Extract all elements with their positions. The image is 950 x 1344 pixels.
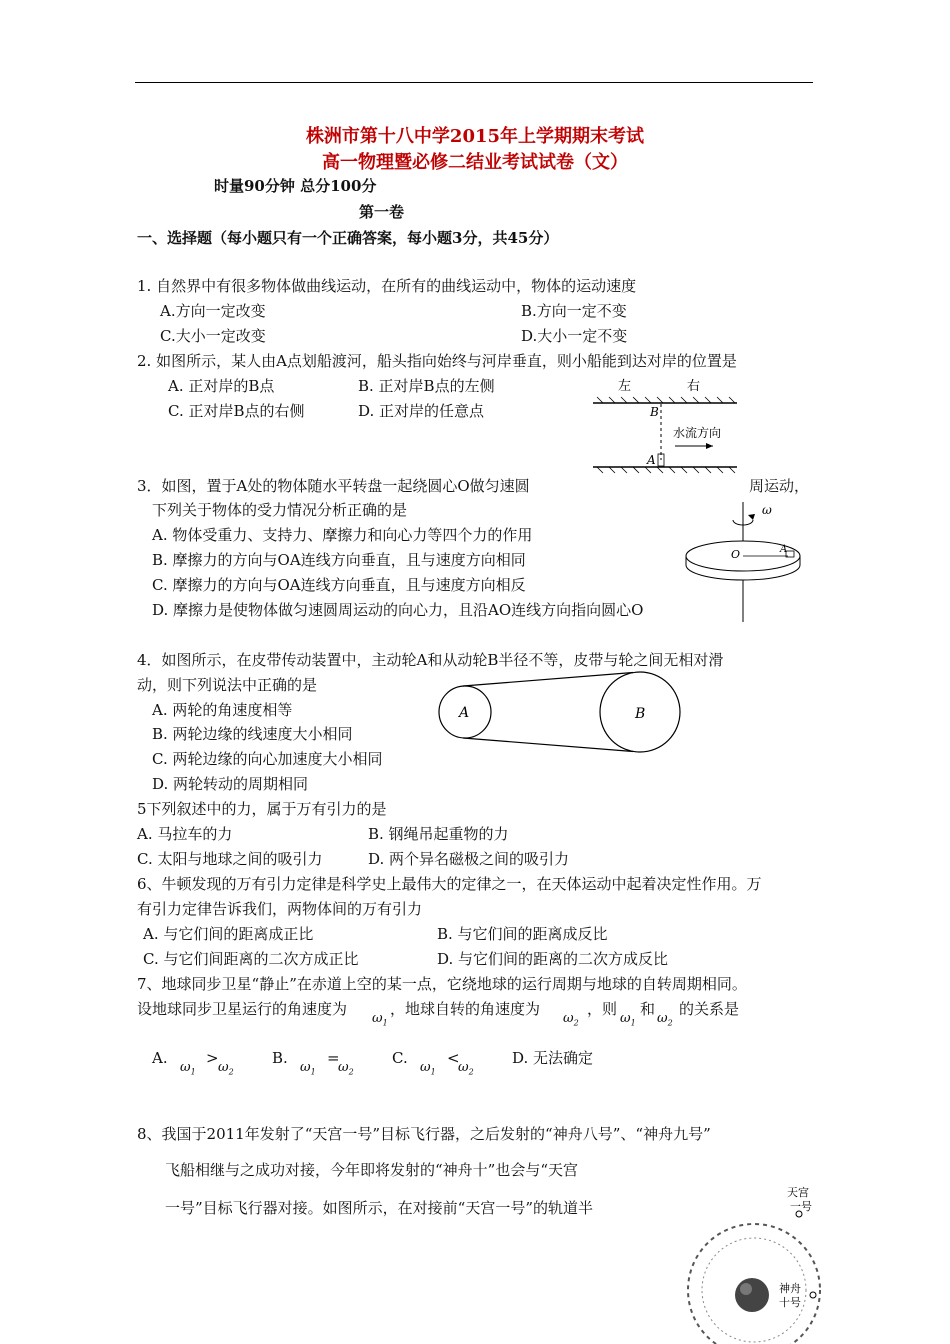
q7-line2-part1: 设地球同步卫星运行的角速度为 — [137, 1000, 348, 1018]
q8-stem-line2: 飞船相继与之成功对接，今年即将发射的“神舟十”也会与“天宫 — [165, 1161, 579, 1179]
q2-stem: 2. 如图所示，某人由A点划船渡河，船头指向始终与河岸垂直，则小船能到达对岸的位置是 — [137, 352, 737, 370]
q8-stem: 8、我国于2011年发射了“天宫一号”目标飞行器，之后发射的“神舟八号”、“神舟九号” — [137, 1125, 711, 1143]
omega2-symbol-2: $\omega_2$ — [657, 1011, 673, 1028]
q3-stem-tail: 周运动， — [749, 477, 810, 495]
q5-stem: 5下列叙述中的力，属于万有引力的是 — [137, 800, 387, 818]
tiangong-label-1: 天宫 — [787, 1186, 809, 1199]
q3-option-d: D. 摩擦力是使物体做匀速圆周运动的向心力，且沿AO连线方向指向圆心O — [152, 601, 644, 619]
turntable-figure — [680, 500, 810, 625]
q4-option-b: B. 两轮边缘的线速度大小相同 — [152, 725, 353, 743]
q7-line2-part3: ，则 — [587, 1000, 618, 1018]
q1-option-b: B.方向一定不变 — [521, 302, 627, 320]
point-b-label: B — [650, 405, 659, 419]
q2-option-c: C. 正对岸B点的右侧 — [168, 402, 305, 420]
river-left-label: 左 — [618, 379, 632, 394]
q6-option-c: C. 与它们间距离的二次方成正比 — [143, 950, 359, 968]
shenzhou-label-2: 十号 — [779, 1296, 801, 1309]
exam-meta: 时量90分钟 总分100分 — [214, 177, 377, 195]
q7-b-omega2: $\omega_2$ — [338, 1060, 354, 1077]
title-line1: 株洲市第十八中学2015年上学期期末考试 — [305, 126, 645, 147]
tiangong-label-2: 一号 — [790, 1200, 812, 1213]
q4-option-c: C. 两轮边缘的向心加速度大小相同 — [152, 750, 383, 768]
q8-stem-line3: 一号”目标飞行器对接。如图所示，在对接前“天宫一号”的轨道半 — [165, 1199, 594, 1217]
q4-stem: 4．如图所示，在皮带传动装置中，主动轮A和从动轮B半径不等，皮带与轮之间无相对滑 — [137, 651, 724, 669]
q3-stem-line2: 下列关于物体的受力情况分析正确的是 — [152, 501, 408, 519]
q4-stem-line2: 动，则下列说法中正确的是 — [137, 676, 318, 694]
q5-option-c: C. 太阳与地球之间的吸引力 — [137, 850, 323, 868]
river-crossing-figure — [585, 370, 745, 480]
q7-c-omega2: $\omega_2$ — [458, 1060, 474, 1077]
q2-option-b: B. 正对岸B点的左侧 — [358, 377, 495, 395]
q3-option-a: A. 物体受重力、支持力、摩擦力和向心力等四个力的作用 — [152, 526, 533, 544]
section-heading: 一、选择题（每小题只有一个正确答案，每小题3分，共45分） — [137, 229, 559, 247]
q6-stem-line2: 有引力定律告诉我们，两物体间的万有引力 — [137, 900, 423, 918]
q7-c-omega1: $\omega_1$ — [420, 1060, 436, 1077]
q7-line2-part2: ，地球自转的角速度为 — [390, 1000, 541, 1018]
q7-line2-part4: 和 — [640, 1000, 656, 1018]
q2-option-a: A. 正对岸的B点 — [168, 377, 275, 395]
omega-label: ω — [762, 503, 772, 517]
orbit-figure — [682, 1180, 832, 1344]
q5-option-b: B. 钢绳吊起重物的力 — [368, 825, 509, 843]
omega2-symbol: $\omega_2$ — [563, 1011, 579, 1028]
q7-line2-part5: 的关系是 — [679, 1000, 740, 1018]
q7-b-operator: = — [327, 1049, 340, 1067]
q5-option-a: A. 马拉车的力 — [137, 825, 233, 843]
wheel-a-label: A — [459, 705, 470, 721]
q4-option-a: A. 两轮的角速度相等 — [152, 701, 293, 719]
q6-option-a: A. 与它们间的距离成正比 — [143, 925, 314, 943]
top-rule — [135, 82, 813, 83]
q6-option-b: B. 与它们间的距离成反比 — [437, 925, 608, 943]
q1-option-d: D.大小一定不变 — [521, 327, 628, 345]
q7-c-operator: < — [447, 1049, 460, 1067]
q1-stem: 1. 自然界中有很多物体做曲线运动，在所有的曲线运动中，物体的运动速度 — [137, 277, 637, 295]
q7-a-omega2: $\omega_2$ — [218, 1060, 234, 1077]
q2-option-d: D. 正对岸的任意点 — [358, 402, 485, 420]
omega1-symbol: $\omega_1$ — [372, 1011, 388, 1028]
river-right-label: 右 — [687, 379, 701, 394]
q7-option-d: D. 无法确定 — [512, 1049, 594, 1067]
q3-stem: 3．如图，置于A处的物体随水平转盘一起绕圆心O做匀速圆 — [137, 477, 530, 495]
volume-label: 第一卷 — [359, 203, 405, 221]
omega1-symbol-2: $\omega_1$ — [620, 1011, 636, 1028]
center-o-label: O — [731, 548, 741, 561]
q6-option-d: D. 与它们间的距离的二次方成反比 — [437, 950, 669, 968]
q7-option-b-label: B. — [272, 1049, 288, 1067]
q7-option-c-label: C. — [392, 1049, 408, 1067]
wheel-b-label: B — [635, 706, 646, 722]
q7-option-a-label: A. — [152, 1049, 168, 1067]
q7-b-omega1: $\omega_1$ — [300, 1060, 316, 1077]
flow-direction-label: 水流方向 — [673, 426, 722, 440]
shenzhou-label-1: 神舟 — [779, 1282, 801, 1295]
q7-stem: 7、地球同步卫星“静止”在赤道上空的某一点，它绕地球的运行周期与地球的自转周期相同。 — [137, 975, 747, 993]
q3-option-c: C. 摩擦力的方向与OA连线方向垂直，且与速度方向相反 — [152, 576, 526, 594]
q1-option-a: A.方向一定改变 — [160, 302, 266, 320]
q3-option-b: B. 摩擦力的方向与OA连线方向垂直，且与速度方向相同 — [152, 551, 526, 569]
q4-option-d: D. 两轮转动的周期相同 — [152, 775, 309, 793]
point-a-marker: A — [780, 544, 788, 555]
title-line2: 高一物理暨必修二结业考试试卷（文） — [322, 152, 628, 173]
q6-stem: 6、牛顿发现的万有引力定律是科学史上最伟大的定律之一，在天体运动中起着决定性作用。万 — [137, 875, 762, 893]
q7-a-omega1: $\omega_1$ — [180, 1060, 196, 1077]
point-a-label: A — [647, 453, 656, 467]
q1-option-c: C.大小一定改变 — [160, 327, 266, 345]
q7-a-operator: > — [206, 1049, 219, 1067]
belt-drive-figure — [435, 670, 685, 760]
q5-option-d: D. 两个异名磁极之间的吸引力 — [368, 850, 570, 868]
